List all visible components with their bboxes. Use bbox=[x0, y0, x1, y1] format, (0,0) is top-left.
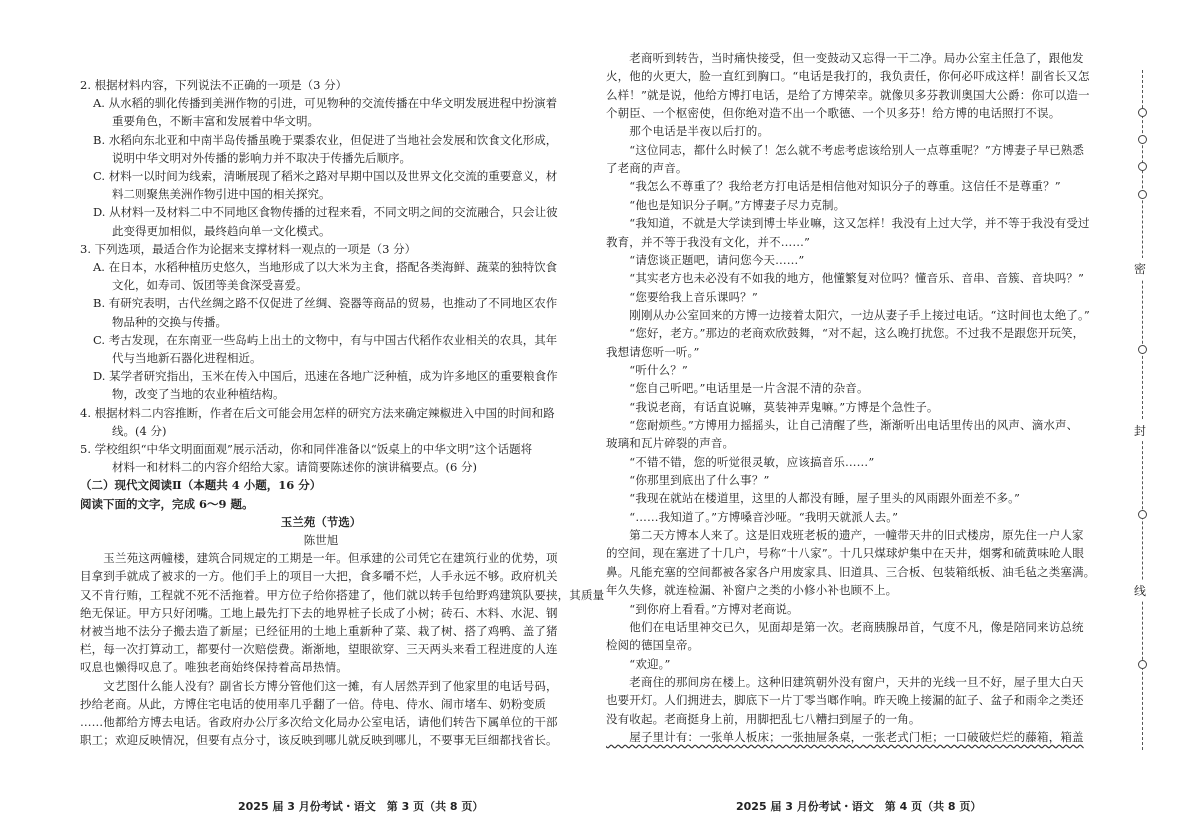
seal-char-xian: 线 bbox=[1134, 580, 1146, 601]
left-text-line: 材料一和材料二的内容介绍给大家。请简要陈述你的演讲稿要点。(6 分) bbox=[112, 460, 477, 475]
right-text-line: 刚刚从办公室回来的方博一边接着太阳穴，一边从妻子手上接过电话。“这时间也太绝了。” bbox=[606, 307, 1090, 322]
right-text-line: 教育，并不等于我没有文化，并不……” bbox=[606, 234, 811, 249]
left-text-line: 代与当地新石器化进程相近。 bbox=[112, 351, 262, 365]
right-text-line: 了老商的声音。 bbox=[606, 161, 688, 176]
left-text-line: 职工；欢迎反映情况，但要有点分寸，该反映到哪儿就反映到哪儿，不要事无巨细都找省长。 bbox=[80, 733, 558, 748]
left-text-line: 抄给老商。从此，方博住宅电话的使用率几乎翻了一倍。侍电、侍水、闹市堵车、奶粉变质 bbox=[80, 696, 546, 711]
right-text-line: “听什么？” bbox=[606, 362, 688, 377]
right-text-line: 屋子里计有：一张单人板床；一张抽屉条桌，一张老式门柜；一口破破烂烂的藤箱，箱盖 bbox=[606, 729, 1084, 744]
binding-hole bbox=[1138, 135, 1147, 144]
binding-hole bbox=[1138, 162, 1147, 171]
left-text-line: 4. 根据材料二内容推断，作者在后文可能会用怎样的研究方法来确定辣椒进入中国的时间和路 bbox=[80, 405, 555, 420]
right-text-line: “这位同志，都什么时候了！怎么就不考虑考虑该给别人一点尊重呢？”方博妻子早已熟悉 bbox=[606, 142, 1085, 157]
right-text-line: “请您谈正题吧，请问您今天……” bbox=[606, 252, 805, 267]
left-text-line: 又不肯行贿，工程就不死不活拖着。甲方位子给你搭建了，他们就以转手包给野鸡建筑队要挟，其质量 bbox=[80, 587, 605, 602]
right-text-line: “……我知道了。”方博嗓音沙哑。“我明天就派人去。” bbox=[606, 509, 899, 524]
right-text-line: 个朝臣、一个枢密使，但你绝对造不出一个歌德、一个贝多芬！给方博的电话照打不误。 bbox=[606, 106, 1061, 121]
left-text-line: 陈世旭 bbox=[303, 533, 339, 547]
left-page-footer: 2025 届 3 月份考试・语文 第 3 页（共 8 页） bbox=[238, 800, 484, 813]
left-text-line: ……他都给方博去电话。省政府办公厅多次给文化局办公室电话，请他们转告下属单位的干部 bbox=[80, 715, 558, 729]
right-text-line: 我想请您听一听。” bbox=[606, 344, 700, 359]
right-text-line: “我现在就站在楼道里，这里的人都没有睡，屋子里头的风雨跟外面差不多。” bbox=[606, 491, 1021, 506]
left-text-line: 线。(4 分) bbox=[112, 423, 167, 438]
right-text-line: “到你府上看看。”方博对老商说。 bbox=[606, 601, 799, 616]
left-text-line: 阅读下面的文字，完成 6～9 题。 bbox=[80, 496, 254, 511]
right-text-line: “你那里到底出了什么事？” bbox=[606, 473, 770, 488]
binding-hole bbox=[1138, 660, 1147, 669]
right-text-line: 的空间，现在塞进了十几户，号称“十八家”。十几只煤球炉集中在天井，烟雾和硫黄味呛人眼 bbox=[606, 546, 1085, 561]
left-text-line: 物，改变了当地的农业种植结构。 bbox=[112, 387, 285, 402]
left-text-line: （二）现代文阅读Ⅱ（本题共 4 小题，16 分） bbox=[80, 478, 322, 493]
right-text-line: “他也是知识分子啊。”方博妻子尽力克制。 bbox=[606, 197, 846, 212]
right-text-line: 年久失修，就连检漏、补窗户之类的小修小补也顾不上。 bbox=[606, 583, 898, 598]
left-text-line: 玉兰苑这两幢楼，建筑合同规定的工期是一年。但承建的公司凭它在建筑行业的优势，项 bbox=[80, 551, 558, 566]
left-text-line: 2. 根据材料内容，下列说法不正确的一项是（3 分） bbox=[80, 78, 348, 92]
binding-hole bbox=[1138, 345, 1147, 354]
left-text-line: 说明中华文明对外传播的影响力并不取决于传播先后顺序。 bbox=[112, 150, 411, 165]
right-text-line: 检阅的德国皇帝。 bbox=[606, 638, 700, 653]
right-text-line: 玻璃和瓦片碎裂的声音。 bbox=[606, 436, 735, 451]
right-text-line: 也要开灯。人们拥进去，脚底下一片丁零当啷作响。昨天晚上接漏的缸子、盆子和雨伞之类还 bbox=[606, 693, 1084, 708]
left-text-line: C. 材料一以时间为线索，清晰展现了稻米之路对早期中国以及世界文化交流的重要意义，材 bbox=[93, 169, 558, 183]
right-text-line: 老商住的那间房在楼上。这种旧建筑朝外没有窗户，天井的光线一旦不好，屋子里大白天 bbox=[606, 674, 1084, 689]
right-text-line: “不错不错，您的听觉很灵敏，应该搞音乐……” bbox=[606, 454, 875, 469]
left-text-line: 栏，每一次打算动工，都要付一次赔偿费。渐渐地，望眼欲穿、三天两头来看工程进度的人连 bbox=[80, 642, 558, 657]
right-text-line: 第二天方博本人来了。这是旧戏班老板的遗产，一幢带天井的旧式楼房，原先住一户人家 bbox=[606, 528, 1084, 543]
right-text-line: “其实老方也未必没有不如我的地方，他懂繁复对位吗？懂音乐、音串、音簇、音块吗？” bbox=[606, 271, 1085, 286]
left-text-line: A. 从水稻的驯化传播到美洲作物的引进，可见物种的交流传播在中华文明发展进程中扮演着 bbox=[93, 96, 558, 111]
right-text-line: “我说老商，有话直说嘛，莫装神弄鬼嘛。”方博是个急性子。 bbox=[606, 399, 939, 414]
right-text-line: 么样！”就是说，他给方博打电话，是给了方博荣幸。就像贝多芬教训奥国大公爵：你可以造一 bbox=[606, 87, 1090, 102]
left-text-line: 料二则聚焦美洲作物引进中国的相关探究。 bbox=[112, 187, 331, 202]
left-text-line: 材被当地不法分子搬去造了新屋；已经征用的土地上重新种了菜、栽了树、搭了鸡鸭、盖了猪 bbox=[80, 624, 558, 638]
left-text-line: C. 考古发现，在东南亚一些岛屿上出土的文物中，有与中国古代稻作农业相关的农具，其年 bbox=[93, 332, 558, 347]
right-text-line: 没有收起。老商挺身上前，用脚把乱七八糟扫到屋子的一角。 bbox=[606, 711, 921, 726]
right-text-line: “您自己听吧。”电话里是一片含混不清的杂音。 bbox=[606, 381, 869, 396]
seal-char-feng: 封 bbox=[1134, 420, 1146, 441]
right-text-line: “您要给我上音乐课吗？” bbox=[606, 289, 758, 304]
right-text-line: “您好，老方。”那边的老商欢欣鼓舞，“对不起，这么晚打扰您。不过我不是跟您开玩笑， bbox=[606, 326, 1085, 341]
left-text-line: 玉兰苑（节选） bbox=[280, 514, 362, 529]
left-text-line: 3. 下列选项，最适合作为论据来支撑材料一观点的一项是（3 分） bbox=[80, 241, 417, 256]
right-text-line: “欢迎。” bbox=[606, 656, 671, 671]
right-text-line: 鼻。凡能充塞的空间都被各家各户用废家具、旧道具、三合板、包装箱纸板、油毛毡之类塞满。 bbox=[606, 564, 1096, 579]
left-text-line: 5. 学校组织“中华文明面面观”展示活动，你和同伴准备以“饭桌上的中华文明”这个话题将 bbox=[80, 442, 533, 456]
right-text-line: “我知道，不就是大学读到博士毕业嘛，这又怎样！我没有上过大学，并不等于我没有受过 bbox=[606, 216, 1090, 231]
left-text-line: 文艺图什么能人没有？副省长方博分管他们这一摊，有人居然弄到了他家里的电话号码， bbox=[80, 678, 558, 693]
binding-hole bbox=[1138, 190, 1147, 199]
right-text-line: 那个电话是半夜以后打的。 bbox=[606, 124, 770, 139]
binding-hole bbox=[1138, 108, 1147, 117]
right-page-footer: 2025 届 3 月份考试・语文 第 4 页（共 8 页） bbox=[736, 800, 982, 813]
left-text-line: B. 水稻向东北亚和中南半岛传播虽晚于粟黍农业，但促进了当地社会发展和饮食文化形成， bbox=[93, 132, 558, 147]
right-text-line: 他们在电话里神交已久，见面却是第一次。老商胰腺昂首，气度不凡，像是陪同来访总统 bbox=[606, 619, 1084, 634]
left-text-line: 重要角色，不断丰富和发展着中华文明。 bbox=[112, 114, 319, 129]
left-text-line: D. 某学者研究指出，玉米在传入中国后，迅速在各地广泛种植，成为许多地区的重要粮食作 bbox=[93, 369, 558, 384]
left-text-line: 目拿到手就成了被求的一方。他们手上的项目一大把，食多嚼不烂，人手永远不够。政府机关 bbox=[80, 569, 558, 584]
binding-hole bbox=[1138, 510, 1147, 519]
left-text-line: 此变得更加相似，最终趋向单一文化模式。 bbox=[112, 223, 331, 238]
right-text-line: “我怎么不尊重了？我给老方打电话是相信他对知识分子的尊重。这信任不是尊重？” bbox=[606, 179, 1061, 194]
left-text-line: 叹息也懒得叹息了。唯独老商始终保持着高昂热情。 bbox=[80, 660, 348, 675]
left-text-line: 文化，如寿司、饭团等美食深受喜爱。 bbox=[112, 278, 308, 293]
left-text-line: D. 从材料一及材料二中不同地区食物传播的过程来看，不同文明之间的交流融合，只会让彼 bbox=[93, 205, 558, 220]
right-text-line: 老商听到转告，当时痛快接受，但一变鼓动又忘得一干二净。局办公室主任急了，跟他发 bbox=[606, 51, 1084, 65]
seal-dash-line bbox=[1142, 70, 1143, 750]
left-text-line: 物品种的交换与传播。 bbox=[112, 314, 227, 329]
left-text-line: 绝无保证。甲方只好闭嘴。工地上最先打下去的地界桩子长成了小树；砖石、木料、水泥、钢 bbox=[80, 605, 558, 620]
left-text-line: B. 有研究表明，古代丝绸之路不仅促进了丝绸、瓷器等商品的贸易，也推动了不同地区农作 bbox=[93, 296, 558, 311]
right-text-line: 火，他的火更大，脸一直红到胸口。“电话是我打的，我负责任，你何必吓成这样！副省长又怎 bbox=[606, 69, 1090, 84]
binding-edge bbox=[1120, 70, 1180, 750]
seal-char-mi: 密 bbox=[1134, 258, 1146, 279]
right-text-line: “您耐烦些。”方博用力摇摇头，让自己清醒了些，渐渐听出电话里传出的风声、滴水声、 bbox=[606, 418, 1079, 432]
left-text-line: A. 在日本，水稻种植历史悠久，当地形成了以大米为主食，搭配各类海鲜、蔬菜的独特饮食 bbox=[93, 260, 558, 274]
